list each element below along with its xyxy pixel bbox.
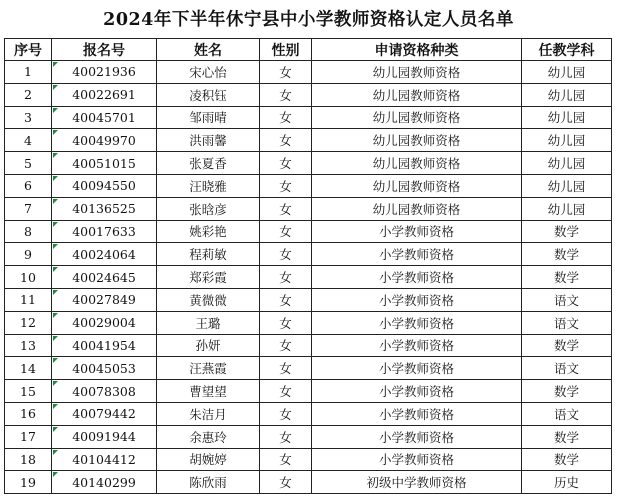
table-row bbox=[5, 243, 612, 266]
cell-subject: 数学 bbox=[522, 380, 612, 403]
table-row bbox=[5, 448, 612, 471]
header-name: 姓名 bbox=[157, 39, 260, 61]
cell-subject: 数学 bbox=[522, 425, 612, 448]
cell-name: 洪雨馨 bbox=[157, 129, 260, 152]
table-header-row bbox=[5, 39, 612, 61]
cell-index: 14 bbox=[5, 357, 52, 380]
cell-qualification-type: 小学教师资格 bbox=[312, 357, 522, 380]
cell-qualification-type: 小学教师资格 bbox=[312, 288, 522, 311]
cell-gender: 女 bbox=[260, 243, 312, 266]
cell-index: 19 bbox=[5, 471, 52, 494]
table-row bbox=[5, 266, 612, 289]
cell-gender: 女 bbox=[260, 220, 312, 243]
header-gender: 性别 bbox=[260, 39, 312, 61]
cell-index: 18 bbox=[5, 448, 52, 471]
cell-name: 汪燕霞 bbox=[157, 357, 260, 380]
cell-name: 陈欣雨 bbox=[157, 471, 260, 494]
cell-index: 7 bbox=[5, 197, 52, 220]
cell-gender: 女 bbox=[260, 311, 312, 334]
cell-gender: 女 bbox=[260, 334, 312, 357]
cell-qualification-type: 小学教师资格 bbox=[312, 220, 522, 243]
cell-qualification-type: 小学教师资格 bbox=[312, 448, 522, 471]
cell-gender: 女 bbox=[260, 288, 312, 311]
cell-subject: 幼儿园 bbox=[522, 129, 612, 152]
cell-subject: 数学 bbox=[522, 220, 612, 243]
cell-name: 黄微微 bbox=[157, 288, 260, 311]
cell-registration-number: 40029004 bbox=[52, 311, 157, 334]
table-row bbox=[5, 425, 612, 448]
table-row bbox=[5, 334, 612, 357]
table-body bbox=[5, 61, 612, 494]
cell-subject: 幼儿园 bbox=[522, 174, 612, 197]
cell-subject: 幼儿园 bbox=[522, 61, 612, 84]
cell-qualification-type: 幼儿园教师资格 bbox=[312, 197, 522, 220]
cell-gender: 女 bbox=[260, 357, 312, 380]
cell-subject: 语文 bbox=[522, 357, 612, 380]
cell-index: 11 bbox=[5, 288, 52, 311]
cell-registration-number: 40104412 bbox=[52, 448, 157, 471]
cell-gender: 女 bbox=[260, 380, 312, 403]
table-row bbox=[5, 83, 612, 106]
cell-registration-number: 40140299 bbox=[52, 471, 157, 494]
cell-name: 张晗彦 bbox=[157, 197, 260, 220]
cell-registration-number: 40045053 bbox=[52, 357, 157, 380]
cell-subject: 语文 bbox=[522, 288, 612, 311]
cell-qualification-type: 幼儿园教师资格 bbox=[312, 174, 522, 197]
cell-registration-number: 40027849 bbox=[52, 288, 157, 311]
cell-name: 胡婉婷 bbox=[157, 448, 260, 471]
cell-name: 曹望望 bbox=[157, 380, 260, 403]
table-row bbox=[5, 220, 612, 243]
cell-qualification-type: 小学教师资格 bbox=[312, 380, 522, 403]
cell-name: 孙妍 bbox=[157, 334, 260, 357]
page-title: 2024年下半年休宁县中小学教师资格认定人员名单 bbox=[103, 10, 514, 30]
cell-qualification-type: 小学教师资格 bbox=[312, 334, 522, 357]
cell-index: 15 bbox=[5, 380, 52, 403]
cell-qualification-type: 幼儿园教师资格 bbox=[312, 152, 522, 175]
cell-subject: 幼儿园 bbox=[522, 83, 612, 106]
cell-gender: 女 bbox=[260, 83, 312, 106]
table-row bbox=[5, 288, 612, 311]
cell-qualification-type: 幼儿园教师资格 bbox=[312, 83, 522, 106]
header-qualification-type: 申请资格种类 bbox=[312, 39, 522, 61]
cell-name: 汪晓雅 bbox=[157, 174, 260, 197]
cell-registration-number: 40051015 bbox=[52, 152, 157, 175]
cell-index: 6 bbox=[5, 174, 52, 197]
table-row bbox=[5, 197, 612, 220]
cell-name: 余惠玲 bbox=[157, 425, 260, 448]
cell-registration-number: 40024645 bbox=[52, 266, 157, 289]
cell-name: 凌积钰 bbox=[157, 83, 260, 106]
cell-index: 3 bbox=[5, 106, 52, 129]
cell-registration-number: 40091944 bbox=[52, 425, 157, 448]
cell-subject: 幼儿园 bbox=[522, 106, 612, 129]
cell-qualification-type: 小学教师资格 bbox=[312, 402, 522, 425]
cell-qualification-type: 幼儿园教师资格 bbox=[312, 61, 522, 84]
cell-gender: 女 bbox=[260, 471, 312, 494]
cell-index: 16 bbox=[5, 402, 52, 425]
cell-index: 17 bbox=[5, 425, 52, 448]
cell-gender: 女 bbox=[260, 266, 312, 289]
cell-name: 郑彩霞 bbox=[157, 266, 260, 289]
cell-qualification-type: 幼儿园教师资格 bbox=[312, 106, 522, 129]
cell-gender: 女 bbox=[260, 197, 312, 220]
cell-name: 王璐 bbox=[157, 311, 260, 334]
cell-gender: 女 bbox=[260, 129, 312, 152]
header-subject: 任教学科 bbox=[522, 39, 612, 61]
cell-name: 张夏香 bbox=[157, 152, 260, 175]
cell-gender: 女 bbox=[260, 448, 312, 471]
cell-registration-number: 40021936 bbox=[52, 61, 157, 84]
cell-index: 13 bbox=[5, 334, 52, 357]
table-row bbox=[5, 61, 612, 84]
cell-subject: 幼儿园 bbox=[522, 152, 612, 175]
cell-name: 程莉敏 bbox=[157, 243, 260, 266]
cell-registration-number: 40024064 bbox=[52, 243, 157, 266]
cell-subject: 数学 bbox=[522, 334, 612, 357]
cell-subject: 数学 bbox=[522, 266, 612, 289]
cell-gender: 女 bbox=[260, 402, 312, 425]
cell-index: 1 bbox=[5, 61, 52, 84]
cell-name: 朱洁月 bbox=[157, 402, 260, 425]
cell-gender: 女 bbox=[260, 174, 312, 197]
table-row bbox=[5, 174, 612, 197]
cell-registration-number: 40017633 bbox=[52, 220, 157, 243]
cell-registration-number: 40078308 bbox=[52, 380, 157, 403]
cell-subject: 语文 bbox=[522, 311, 612, 334]
cell-qualification-type: 幼儿园教师资格 bbox=[312, 129, 522, 152]
cell-qualification-type: 小学教师资格 bbox=[312, 311, 522, 334]
cell-registration-number: 40094550 bbox=[52, 174, 157, 197]
cell-registration-number: 40079442 bbox=[52, 402, 157, 425]
cell-name: 邹雨晴 bbox=[157, 106, 260, 129]
cell-gender: 女 bbox=[260, 61, 312, 84]
table-row bbox=[5, 402, 612, 425]
cell-qualification-type: 小学教师资格 bbox=[312, 243, 522, 266]
cell-registration-number: 40041954 bbox=[52, 334, 157, 357]
cell-index: 12 bbox=[5, 311, 52, 334]
cell-index: 4 bbox=[5, 129, 52, 152]
cell-registration-number: 40136525 bbox=[52, 197, 157, 220]
cell-registration-number: 40049970 bbox=[52, 129, 157, 152]
cell-subject: 数学 bbox=[522, 243, 612, 266]
table-row bbox=[5, 380, 612, 403]
table-row bbox=[5, 152, 612, 175]
table-row bbox=[5, 471, 612, 494]
cell-index: 9 bbox=[5, 243, 52, 266]
cell-qualification-type: 小学教师资格 bbox=[312, 266, 522, 289]
cell-name: 宋心怡 bbox=[157, 61, 260, 84]
table-row bbox=[5, 357, 612, 380]
cell-qualification-type: 小学教师资格 bbox=[312, 425, 522, 448]
table-row bbox=[5, 106, 612, 129]
cell-gender: 女 bbox=[260, 425, 312, 448]
cell-subject: 幼儿园 bbox=[522, 197, 612, 220]
header-registration-number: 报名号 bbox=[52, 39, 157, 61]
cell-gender: 女 bbox=[260, 106, 312, 129]
cell-qualification-type: 初级中学教师资格 bbox=[312, 471, 522, 494]
cell-index: 10 bbox=[5, 266, 52, 289]
cell-index: 2 bbox=[5, 83, 52, 106]
header-index: 序号 bbox=[5, 39, 52, 61]
cell-subject: 数学 bbox=[522, 448, 612, 471]
table-row bbox=[5, 311, 612, 334]
cell-gender: 女 bbox=[260, 152, 312, 175]
cell-subject: 历史 bbox=[522, 471, 612, 494]
cell-registration-number: 40022691 bbox=[52, 83, 157, 106]
cell-index: 8 bbox=[5, 220, 52, 243]
cell-subject: 语文 bbox=[522, 402, 612, 425]
table-row bbox=[5, 129, 612, 152]
roster-table bbox=[4, 38, 612, 494]
cell-registration-number: 40045701 bbox=[52, 106, 157, 129]
cell-index: 5 bbox=[5, 152, 52, 175]
cell-name: 姚彩艳 bbox=[157, 220, 260, 243]
